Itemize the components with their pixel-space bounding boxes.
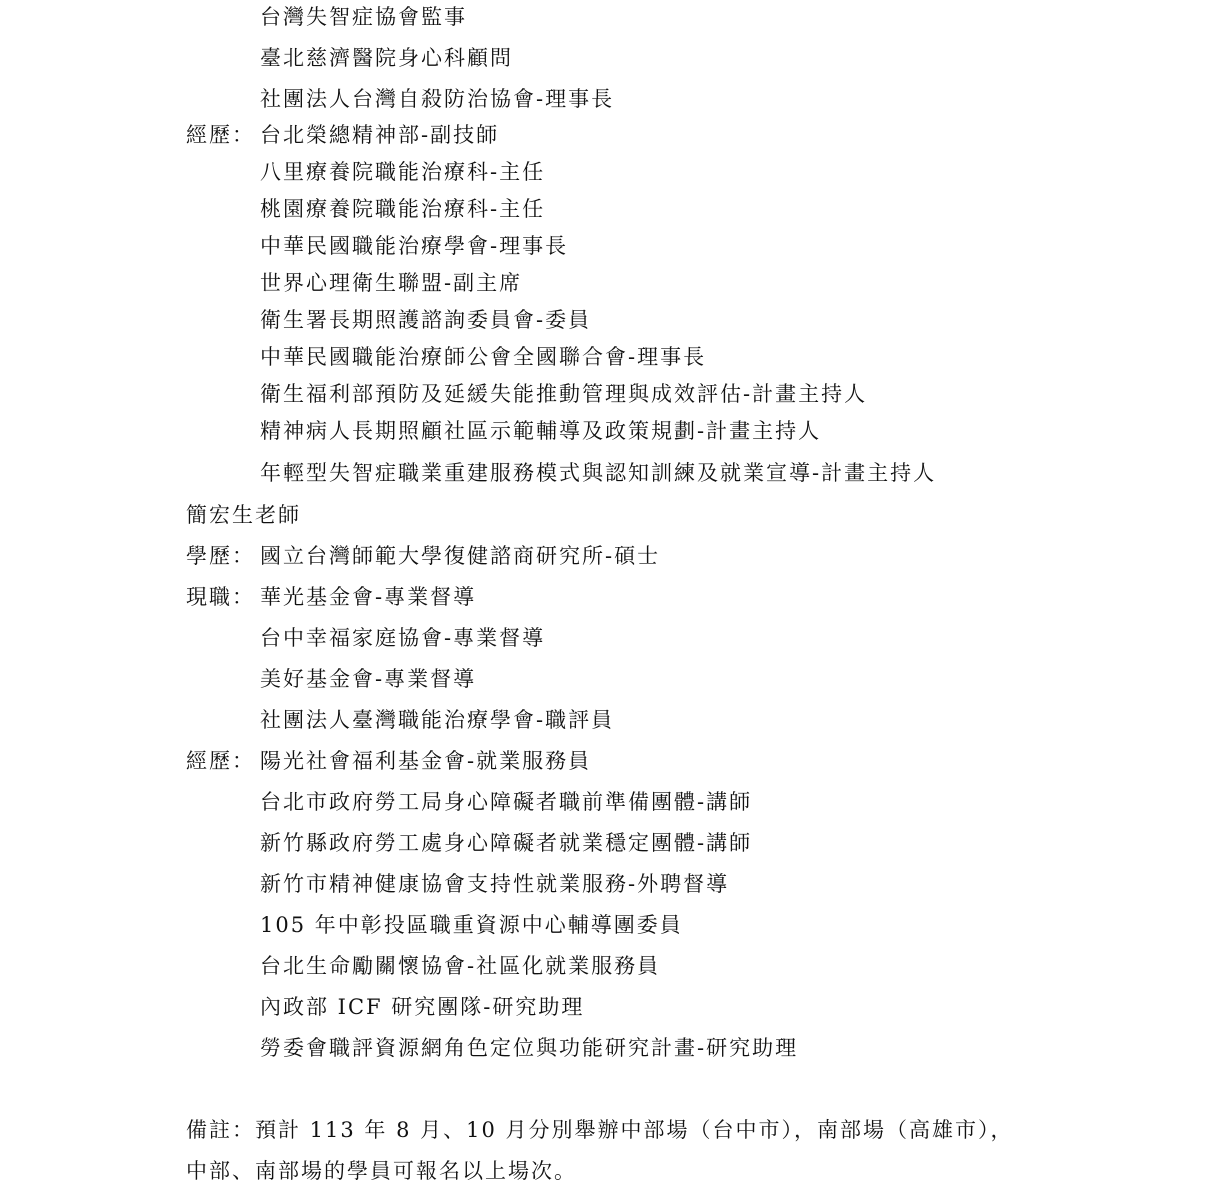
current-position-item: 台灣失智症協會監事: [260, 5, 467, 29]
education-item: 國立台灣師範大學復健諮商研究所-碩士: [260, 544, 661, 568]
current-position-item: 臺北慈濟醫院身心科顧問: [260, 46, 513, 70]
experience-item: 新竹市精神健康協會支持性就業服務-外聘督導: [260, 872, 730, 896]
current-position-item: 社團法人臺灣職能治療學會-職評員: [260, 708, 615, 732]
experience-item: 內政部 ICF 研究團隊-研究助理: [260, 995, 585, 1019]
experience-item: 衛生署長期照護諮詢委員會-委員: [260, 308, 592, 332]
experience-item: 中華民國職能治療學會-理事長: [260, 234, 569, 258]
experience-item: 台北生命勵關懷協會-社區化就業服務員: [260, 954, 661, 978]
experience-item: 新竹縣政府勞工處身心障礙者就業穩定團體-講師: [260, 831, 753, 855]
experience-item: 陽光社會福利基金會-就業服務員: [260, 749, 592, 773]
current-position-item: 華光基金會-專業督導: [260, 585, 477, 609]
experience-item: 桃園療養院職能治療科-主任: [260, 197, 546, 221]
experience-label: 經歷：: [186, 749, 255, 773]
experience-item: 衛生福利部預防及延緩失能推動管理與成效評估-計畫主持人: [260, 382, 868, 406]
experience-item: 105 年中彰投區職重資源中心輔導團委員: [260, 913, 683, 937]
speaker-name: 簡宏生老師: [186, 503, 301, 527]
education-label: 學歷：: [186, 544, 255, 568]
experience-item: 中華民國職能治療師公會全國聯合會-理事長: [260, 345, 707, 369]
current-position-item: 社團法人台灣自殺防治協會-理事長: [260, 87, 615, 111]
current-position-label: 現職：: [186, 585, 255, 609]
remark-line: 中部、南部場的學員可報名以上場次。: [186, 1159, 577, 1183]
current-position-item: 美好基金會-專業督導: [260, 667, 477, 691]
experience-item: 台北榮總精神部-副技師: [260, 123, 500, 147]
experience-item: 世界心理衛生聯盟-副主席: [260, 271, 523, 295]
experience-item: 精神病人長期照顧社區示範輔導及政策規劃-計畫主持人: [260, 419, 822, 443]
experience-item: 台北市政府勞工局身心障礙者職前準備團體-講師: [260, 790, 753, 814]
experience-item: 年輕型失智症職業重建服務模式與認知訓練及就業宣導-計畫主持人: [260, 461, 937, 485]
remark-line: 備註：預計 113 年 8 月、10 月分別舉辦中部場（台中市），南部場（高雄市），: [186, 1118, 1014, 1142]
current-position-item: 台中幸福家庭協會-專業督導: [260, 626, 546, 650]
experience-label: 經歷：: [186, 123, 255, 147]
experience-item: 勞委會職評資源網角色定位與功能研究計畫-研究助理: [260, 1036, 799, 1060]
experience-item: 八里療養院職能治療科-主任: [260, 160, 546, 184]
